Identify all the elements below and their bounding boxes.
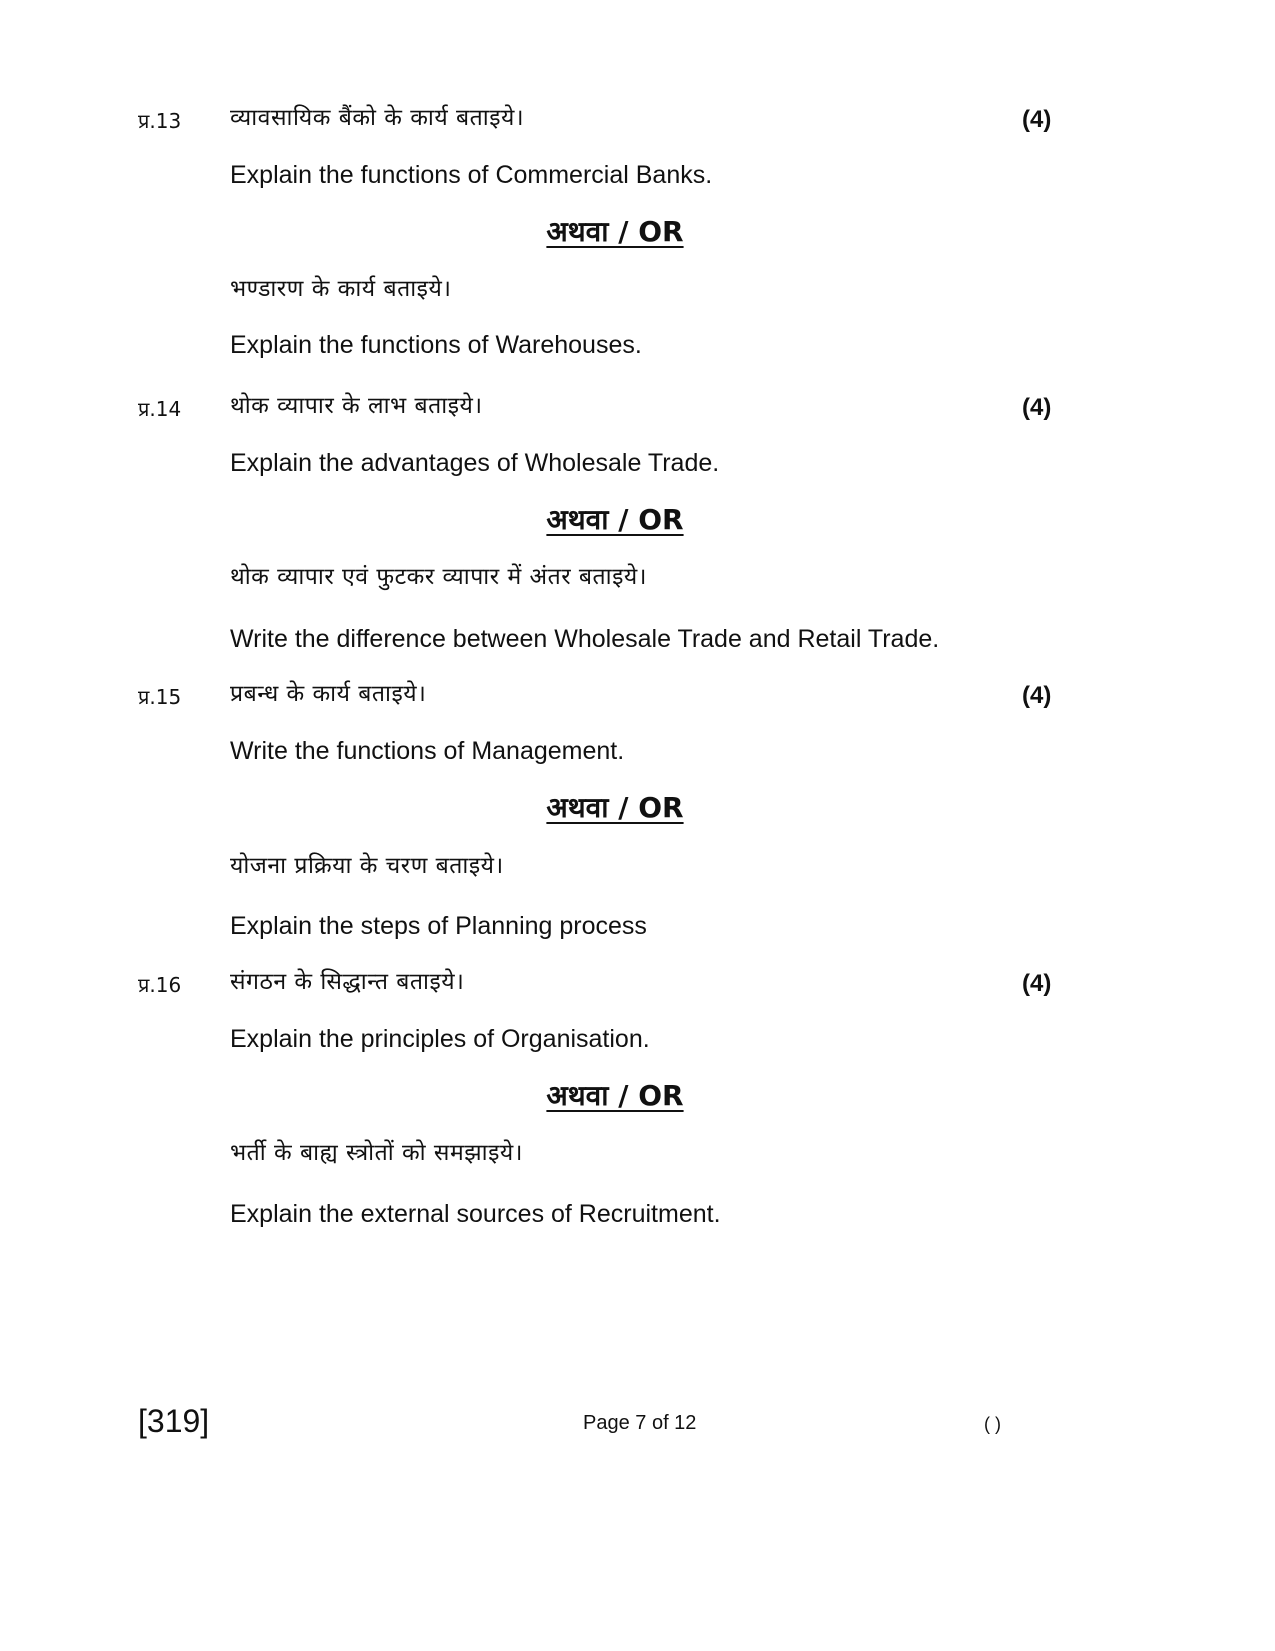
question-english-text: Explain the advantages of Wholesale Trade. <box>230 449 720 477</box>
paper-code: [319] <box>138 1403 210 1439</box>
question-number: प्र.14 <box>138 397 182 421</box>
alternative-hindi-text: योजना प्रक्रिया के चरण बताइये। <box>230 853 504 879</box>
question-english-text: Explain the principles of Organisation. <box>230 1025 650 1053</box>
alternative-hindi-text: भण्डारण के कार्य बताइये। <box>230 276 452 302</box>
footer-parenthesis: ( ) <box>984 1414 1001 1434</box>
alternative-english-text: Explain the external sources of Recruitment. <box>230 1200 721 1228</box>
or-divider: अथवा / OR <box>546 215 684 248</box>
question-hindi-text: प्रबन्ध के कार्य बताइये। <box>230 681 427 707</box>
alternative-hindi-text: थोक व्यापार एवं फुटकर व्यापार में अंतर बताइये। <box>230 564 647 590</box>
question-english-text: Explain the functions of Commercial Banks. <box>230 161 713 189</box>
question-marks: (4) <box>1022 394 1052 421</box>
page-number: Page 7 of 12 <box>583 1412 697 1434</box>
question-marks: (4) <box>1022 106 1052 133</box>
question-marks: (4) <box>1022 682 1052 709</box>
or-divider: अथवा / OR <box>546 1079 684 1112</box>
question-number: प्र.16 <box>138 973 182 997</box>
question-hindi-text: संगठन के सिद्धान्त बताइये। <box>230 969 465 995</box>
alternative-english-text: Explain the functions of Warehouses. <box>230 331 642 359</box>
question-hindi-text: व्यावसायिक बैंको के कार्य बताइये। <box>230 105 525 131</box>
alternative-hindi-text: भर्ती के बाह्य स्त्रोतों को समझाइये। <box>230 1140 523 1166</box>
or-divider: अथवा / OR <box>546 791 684 824</box>
alternative-english-text: Explain the steps of Planning process <box>230 912 647 940</box>
question-number: प्र.15 <box>138 685 182 709</box>
or-divider: अथवा / OR <box>546 503 684 536</box>
question-english-text: Write the functions of Management. <box>230 737 625 765</box>
question-number: प्र.13 <box>138 109 182 133</box>
question-hindi-text: थोक व्यापार के लाभ बताइये। <box>230 393 483 419</box>
question-marks: (4) <box>1022 970 1052 997</box>
alternative-english-text: Write the difference between Wholesale Trade and Retail Trade. <box>230 625 940 653</box>
